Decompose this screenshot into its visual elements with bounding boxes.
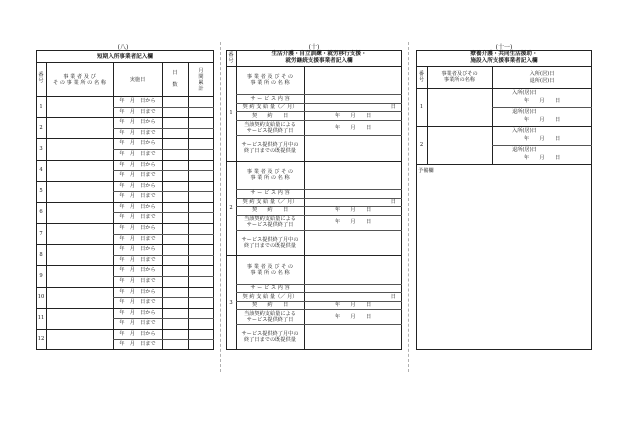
section-11-table [416, 50, 592, 350]
section-10-number: (十) [308, 44, 320, 51]
section-10-amount-unit: 日 [390, 104, 396, 111]
section-10-field-label: サービス提供終了月中の 終了日までの既提供量 [241, 141, 299, 154]
section-8-row-to: 年 月 日まで [119, 320, 156, 327]
section-8-row-number: 1 [39, 103, 43, 110]
section-11-mid-rule [492, 107, 592, 108]
section-8-row-to: 年 月 日まで [119, 108, 156, 115]
section-10-field-label: 契 約 日 [251, 207, 289, 214]
section-10-field-label: 契 約 支 給 量（／ 月） [242, 104, 298, 111]
fold-line-right [408, 42, 409, 372]
section-11-out-date: 年 月 日 [523, 155, 561, 161]
section-10-field-label: 契 約 支 給 量（／ 月） [242, 293, 298, 300]
section-10-title-2: 就労継続支援事業者記入欄 [285, 58, 353, 64]
section-8-col-month: 月 間 累 計 [198, 68, 204, 92]
section-11-col-name: 事業者及びその 事業所の名称 [441, 71, 478, 83]
section-8-row-to: 年 月 日まで [119, 150, 156, 157]
section-11-header-rule [416, 88, 592, 89]
section-8-row-mid-rule [113, 170, 214, 171]
section-10-field-label: 事 業 者 及 び そ の 事 業 所 の 名 称 [246, 168, 294, 181]
section-10-field-label: 事 業 者 及 び そ の 事 業 所 の 名 称 [246, 74, 294, 87]
section-8-row-mid-rule [113, 297, 214, 298]
section-10-date-value: 年 月 日 [334, 124, 372, 131]
section-8-row-from: 年 月 日から [119, 288, 156, 295]
section-8-row-from: 年 月 日から [119, 246, 156, 253]
section-11-title-rule [416, 66, 592, 67]
section-8-row-from: 年 月 日から [119, 309, 156, 316]
section-8-row-from: 年 月 日から [119, 98, 156, 104]
section-8-row-rule [36, 329, 214, 330]
section-8-row-rule [36, 160, 214, 161]
section-8-row-number: 6 [39, 209, 43, 216]
section-11-title-2: 施設入所支援事業者記入欄 [470, 58, 538, 64]
section-11-title-1: 療養介護・共同生活援助・ [470, 51, 538, 57]
section-8-row-number: 7 [39, 230, 43, 237]
section-10-block-rule [226, 161, 402, 162]
section-8-row-mid-rule [113, 255, 214, 256]
section-8-row-from: 年 月 日から [119, 161, 156, 168]
section-8-row-number: 5 [39, 188, 43, 195]
section-10-field-label: 当該契約支給量による サービス提供終了日 [244, 121, 296, 134]
section-10-block-rule [226, 255, 402, 256]
section-11-out-label: 退所(居)日 [512, 147, 537, 153]
section-10-field-rule [236, 324, 402, 325]
section-10-block-number: 3 [229, 299, 233, 306]
section-8-row-to: 年 月 日まで [119, 277, 156, 284]
section-10-field-rule [236, 230, 402, 231]
fold-line-left [220, 42, 221, 372]
section-8-title: 短期入所事業者記入欄 [97, 54, 153, 60]
section-10-title-rule [226, 66, 402, 67]
section-8-row-from: 年 月 日から [119, 203, 156, 210]
section-8-row-rule [36, 181, 214, 182]
section-8-row-rule [36, 287, 214, 288]
section-8-row-mid-rule [113, 149, 214, 150]
section-11-number: (十一) [495, 44, 513, 51]
section-8-row-to: 年 月 日まで [119, 299, 156, 306]
section-10-date-value: 年 月 日 [334, 112, 372, 119]
section-8-row-from: 年 月 日から [119, 119, 156, 126]
section-8-row-from: 年 月 日から [119, 330, 156, 337]
section-10-field-label: 契 約 日 [251, 112, 289, 119]
section-10-title-1: 生活介護・自立訓練・就労移行支援・ [271, 51, 367, 57]
section-10-field-label: サービス提供終了月中の 終了日までの既提供量 [241, 236, 299, 249]
section-8-row-rule [36, 223, 214, 224]
section-11-remarks: 予備欄 [418, 168, 434, 174]
section-10-field-rule [236, 135, 402, 136]
section-11-in-label: 入所(居)日 [512, 90, 537, 96]
section-11-in-label: 入所(居)日 [512, 128, 537, 134]
section-8-row-from: 年 月 日から [119, 140, 156, 147]
section-10-field-label: サ ー ビ ス 内 容 [250, 95, 290, 102]
section-10-block-number: 2 [229, 205, 233, 211]
section-8-row-rule [36, 244, 214, 245]
section-10-date-value: 年 月 日 [334, 313, 372, 320]
section-8-number: (八) [117, 44, 129, 51]
section-8-row-number: 2 [39, 124, 43, 131]
section-8-row-rule [36, 308, 214, 309]
section-10-field-label: 契 約 日 [251, 302, 289, 309]
section-11-col-dates-in: 入所(居)日 [529, 71, 555, 77]
section-8-row-from: 年 月 日から [119, 267, 156, 274]
section-8-row-mid-rule [113, 276, 214, 277]
section-11-block-rule [416, 126, 592, 127]
section-10-field-label: 事 業 者 及 び そ の 事 業 所 の 名 称 [246, 263, 294, 276]
section-8-row-number: 8 [39, 251, 43, 258]
section-8-row-to: 年 月 日まで [119, 256, 156, 263]
section-8-row-number: 4 [39, 167, 43, 174]
section-8-row-mid-rule [113, 128, 214, 129]
section-10-field-label: サービス提供終了月中の 終了日までの既提供量 [241, 331, 299, 344]
section-8-col-days: 日 数 [172, 70, 178, 88]
section-11-out-label: 退所(居)日 [512, 109, 537, 115]
section-8-row-number: 3 [39, 145, 43, 152]
section-8-row-to: 年 月 日まで [119, 129, 156, 136]
section-8-row-mid-rule [113, 234, 214, 235]
section-8-row-rule [36, 202, 214, 203]
section-11-block-number: 2 [419, 142, 424, 148]
section-11-mid-rule [492, 145, 592, 146]
section-10-field-label: 当該契約支給量による サービス提供終了日 [244, 216, 296, 229]
section-8-row-to: 年 月 日まで [119, 235, 156, 242]
section-10-col-no: 番 号 [228, 52, 234, 64]
section-8-row-mid-rule [113, 107, 214, 108]
section-10-date-value: 年 月 日 [334, 302, 372, 309]
section-8-row-to: 年 月 日まで [119, 172, 156, 179]
section-10-date-value: 年 月 日 [334, 207, 372, 214]
section-8-row-number: 11 [37, 315, 45, 322]
section-11-block-number: 1 [419, 104, 424, 110]
section-8-row-number: 10 [37, 294, 45, 301]
section-8-row-from: 年 月 日から [119, 182, 156, 189]
section-8-row-rule [36, 117, 214, 118]
section-8-row-to: 年 月 日まで [119, 341, 156, 348]
section-11-out-date: 年 月 日 [523, 117, 561, 123]
section-8-row-to: 年 月 日まで [119, 193, 156, 200]
section-11-remarks-rule [416, 164, 592, 165]
section-8-row-number: 12 [37, 336, 45, 343]
section-8-row-to: 年 月 日まで [119, 214, 156, 221]
section-10-date-value: 年 月 日 [334, 219, 372, 226]
section-10-block-number: 1 [229, 110, 233, 117]
section-10-field-label: サ ー ビ ス 内 容 [250, 284, 290, 291]
section-11-in-date: 年 月 日 [523, 98, 561, 104]
section-10-field-label: サ ー ビ ス 内 容 [250, 190, 290, 197]
section-10-amount-unit: 日 [390, 293, 396, 300]
section-11-in-date: 年 月 日 [523, 136, 561, 142]
section-11-col-dates-out: 退所(居)日 [529, 78, 555, 84]
section-8-col-no: 番 号 [38, 72, 44, 84]
section-8-row-from: 年 月 日から [119, 225, 156, 231]
section-8-col-name: 事 業 者 及 び そ の 事 業 所 の 名 称 [52, 74, 107, 86]
section-8-row-number: 9 [39, 272, 43, 279]
section-10-field-label: 契 約 支 給 量（／ 月） [242, 198, 298, 205]
section-11-col-no: 番 号 [418, 71, 425, 83]
section-8-col-date: 実施日 [129, 77, 146, 83]
section-10-field-label: 当該契約支給量による サービス提供終了日 [244, 310, 296, 323]
section-10-amount-unit: 日 [390, 198, 396, 205]
